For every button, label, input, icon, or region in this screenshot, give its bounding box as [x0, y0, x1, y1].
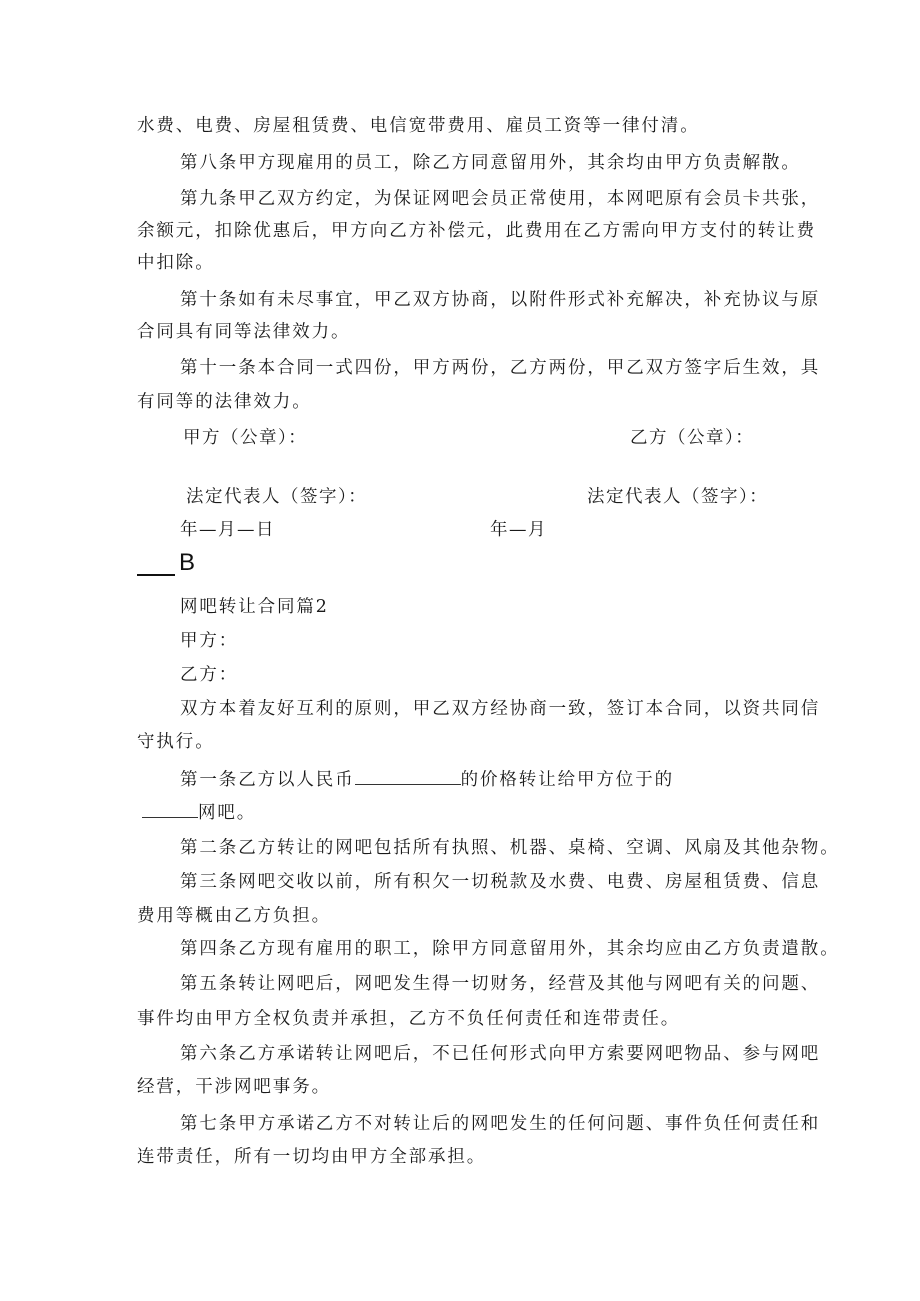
article-6-line1: 第六条乙方承诺转让网吧后，不已任何形式向甲方索要网吧物品、参与网吧 [180, 1044, 821, 1064]
article-10-line1: 第十条如有未尽事宜，甲乙双方协商，以附件形式补充解决，补充协议与原 [180, 290, 821, 310]
article-9-line1: 第九条甲乙双方约定，为保证网吧会员正常使用，本网吧原有会员卡共张， [180, 189, 821, 209]
article-11-line2: 有同等的法律效力。 [137, 392, 312, 412]
article-1-text-a: 第一条乙方以人民币 [180, 770, 355, 790]
article-9-line3: 中扣除。 [137, 253, 215, 273]
article-7-line2: 连带责任，所有一切均由甲方全部承担。 [137, 1147, 487, 1167]
article-6-line2: 经营，干涉网吧事务。 [137, 1077, 331, 1097]
marker-underline [137, 574, 175, 576]
party-a-representative-label: 法定代表人（签字）： [186, 487, 368, 507]
party-a-date: 年—月—日 [180, 520, 275, 540]
preamble-line1: 双方本着友好互利的原则，甲乙双方经协商一致，签订本合同，以资共同信 [180, 699, 821, 719]
location-blank [142, 801, 198, 818]
article-3-line1: 第三条网吧交收以前，所有积欠一切税款及水费、电费、房屋租赁费、信息 [180, 872, 821, 892]
article-3-line2: 费用等概由乙方负担。 [137, 906, 331, 926]
article-1-text-c: 网吧。 [198, 803, 257, 823]
article-4: 第四条乙方现有雇用的职工，除甲方同意留用外，其余均应由乙方负责遣散。 [180, 939, 840, 959]
article-5-line1: 第五条转让网吧后，网吧发生得一切财务，经营及其他与网吧有关的问题、 [180, 974, 821, 994]
party-b-seal-label: 乙方（公章）： [630, 428, 755, 448]
article-11-line1: 第十一条本合同一式四份，甲方两份，乙方两份，甲乙双方签字后生效，具 [180, 358, 821, 378]
contract-title: 网吧转让合同篇2 [180, 597, 329, 617]
article-8: 第八条甲方现雇用的员工，除乙方同意留用外，其余均由甲方负责解散。 [180, 153, 801, 173]
marker-letter: B [179, 549, 196, 576]
article-1-line2 [142, 801, 802, 824]
party-b-label: 乙方： [180, 665, 239, 685]
article-5-line2: 事件均由甲方全权负责并承担，乙方不负任何责任和连带责任。 [137, 1009, 681, 1029]
article-7-line1: 第七条甲方承诺乙方不对转让后的网吧发生的任何问题、事件负任何责任和 [180, 1114, 821, 1134]
paragraph-line: 水费、电费、房屋租赁费、电信宽带费用、雇员工资等一律付清。 [137, 116, 700, 136]
price-blank [355, 768, 461, 785]
article-1-text-b: 的价格转让给甲方位于的 [460, 770, 675, 790]
article-1-line1 [180, 768, 840, 791]
preamble-line2: 守执行。 [137, 732, 215, 752]
article-2: 第二条乙方转让的网吧包括所有执照、机器、桌椅、空调、风扇及其他杂物。 [180, 838, 840, 858]
party-a-seal-label: 甲方（公章）： [183, 428, 308, 448]
article-10-line2: 合同具有同等法律效力。 [137, 322, 351, 342]
party-b-representative-label: 法定代表人（签字）： [587, 487, 769, 507]
party-a-label: 甲方： [180, 631, 239, 651]
party-b-date: 年—月 [490, 520, 547, 540]
article-9-line2: 余额元，扣除优惠后，甲方向乙方补偿元，此费用在乙方需向甲方支付的转让费 [137, 221, 816, 241]
